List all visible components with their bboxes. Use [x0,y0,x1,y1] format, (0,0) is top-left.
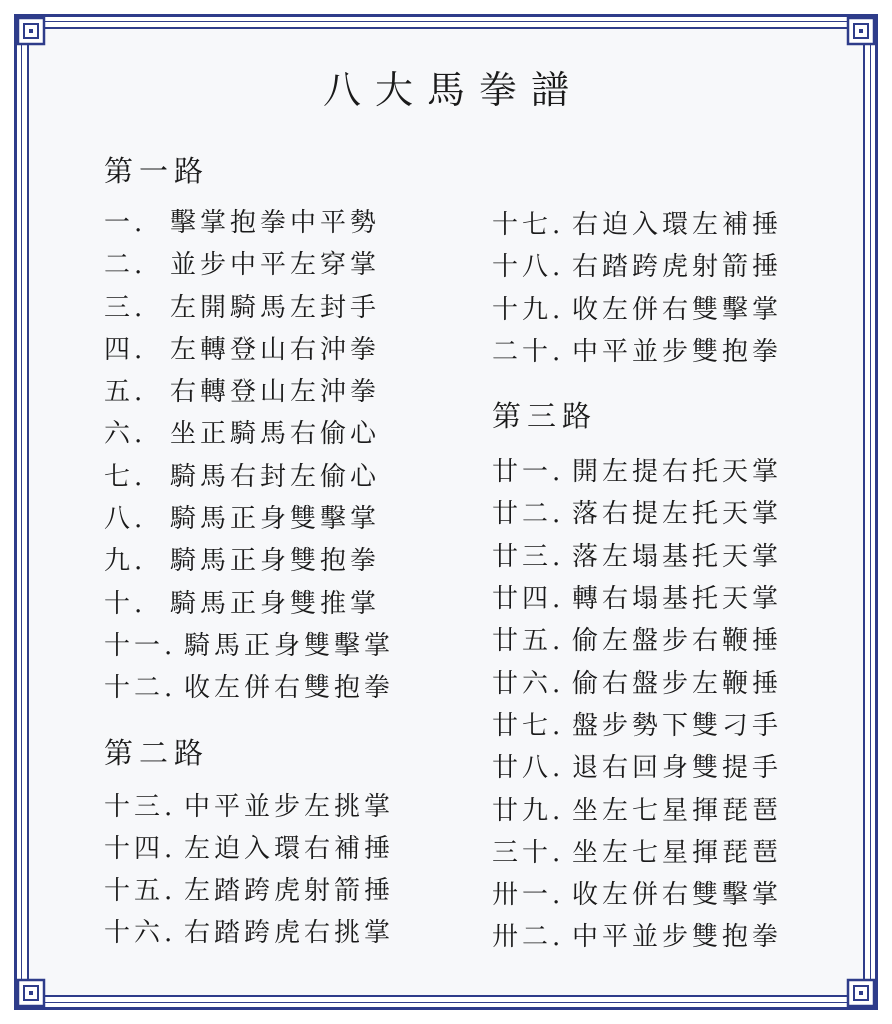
move-number: 七. [104,461,147,492]
move-number: 二十. [492,336,565,367]
move-name: 中平並步雙抱拳 [572,922,783,953]
move-number: 三. [104,292,147,323]
list-item [104,667,484,709]
list-item [492,578,872,620]
list-item [492,620,872,662]
move-number: 十九. [492,294,565,325]
move-number: 廿七. [492,710,565,741]
move-name: 騎馬正身雙抱拳 [170,546,381,577]
move-name: 落右提左托天掌 [572,499,783,530]
move-name: 擊掌抱拳中平勢 [170,208,381,238]
move-number: 十一. [104,630,177,661]
list-item [104,287,484,329]
list-item [104,329,484,371]
list-item [492,916,872,958]
move-name: 收左併右雙擊掌 [572,294,783,325]
move-name: 騎馬正身雙擊掌 [184,630,395,661]
move-number: 十四. [104,833,177,864]
move-name: 坐正騎馬右偷心 [170,419,381,450]
move-number: 十二. [104,673,177,704]
move-number: 廿六. [492,668,565,699]
list-item [492,874,872,916]
move-number: 卅一. [492,880,565,911]
move-number: 十七. [492,210,565,240]
move-name: 右迫入環左補捶 [572,210,783,240]
move-name: 左踏跨虎射箭捶 [184,876,395,907]
list-item [492,246,872,288]
move-number: 十. [104,588,147,619]
move-name: 收左併右雙抱拳 [184,673,395,704]
move-name: 右轉登山左沖拳 [170,377,381,408]
move-number: 廿四. [492,584,565,615]
move-number: 二. [104,250,147,281]
list-item [104,456,484,498]
list-item [104,870,484,912]
move-number: 十五. [104,876,177,907]
move-number: 四. [104,334,147,365]
list-item [104,540,484,582]
move-name: 盤步勢下雙刁手 [572,710,783,741]
move-name: 落左塌基托天掌 [572,541,783,572]
move-number: 廿九. [492,795,565,826]
move-number: 十三. [104,791,177,822]
section-2-list-left [104,786,484,955]
move-name: 收左併右雙擊掌 [572,880,783,911]
move-name: 坐左七星揮琵琶 [572,795,783,826]
move-name: 右踏跨虎右挑掌 [184,918,395,949]
list-item [104,371,484,413]
move-name: 左開騎馬左封手 [170,292,381,323]
move-name: 中平並步雙抱拳 [572,336,783,367]
list-item [104,202,484,244]
list-item [492,832,872,874]
move-name: 退右回身雙提手 [572,753,783,784]
list-item [492,705,872,747]
move-number: 八. [104,504,147,535]
list-item [104,244,484,286]
section-3-list [492,451,872,959]
move-number: 十六. [104,918,177,949]
list-item [492,536,872,578]
list-item [492,747,872,789]
section-heading-1: 第一路 [104,154,210,188]
list-item [104,828,484,870]
list-item [492,790,872,832]
move-number: 一. [104,208,147,238]
list-item [104,498,484,540]
move-name: 中平並步左挑掌 [184,791,395,822]
left-column [104,150,484,955]
list-item [492,451,872,493]
move-number: 廿一. [492,457,565,488]
move-name: 坐左七星揮琵琶 [572,837,783,868]
move-name: 轉右塌基托天掌 [572,584,783,615]
move-name: 偷右盤步左鞭捶 [572,668,783,699]
move-name: 騎馬正身雙擊掌 [170,504,381,535]
move-number: 十八. [492,252,565,283]
move-number: 三十. [492,837,565,868]
list-item [492,663,872,705]
move-name: 偷左盤步右鞭捶 [572,626,783,657]
move-name: 並步中平左穿掌 [170,250,381,281]
move-number: 五. [104,377,147,408]
move-number: 廿五. [492,626,565,657]
list-item [492,289,872,331]
section-2-list-right [492,204,872,373]
list-item [104,583,484,625]
section-heading-2: 第二路 [104,735,210,770]
section-1-list [104,202,484,710]
list-item [492,331,872,373]
move-name: 左迫入環右補捶 [184,833,395,864]
move-number: 廿八. [492,753,565,784]
move-number: 卅二. [492,922,565,953]
list-item [104,786,484,828]
page-title: 八大馬拳譜 [322,68,583,112]
list-item [492,204,872,246]
list-item [104,625,484,667]
move-name: 開左提右托天掌 [572,457,783,488]
move-name: 騎馬右封左偷心 [170,461,381,492]
list-item [104,413,484,455]
right-column [492,204,872,959]
move-number: 廿三. [492,541,565,572]
list-item [104,912,484,954]
move-number: 九. [104,546,147,577]
section-heading-3: 第三路 [492,399,598,434]
move-number: 六. [104,419,147,450]
move-number: 廿二. [492,499,565,530]
list-item [492,493,872,535]
move-name: 左轉登山右沖拳 [170,334,381,365]
move-name: 右踏跨虎射箭捶 [572,252,783,283]
move-name: 騎馬正身雙推掌 [170,588,381,619]
